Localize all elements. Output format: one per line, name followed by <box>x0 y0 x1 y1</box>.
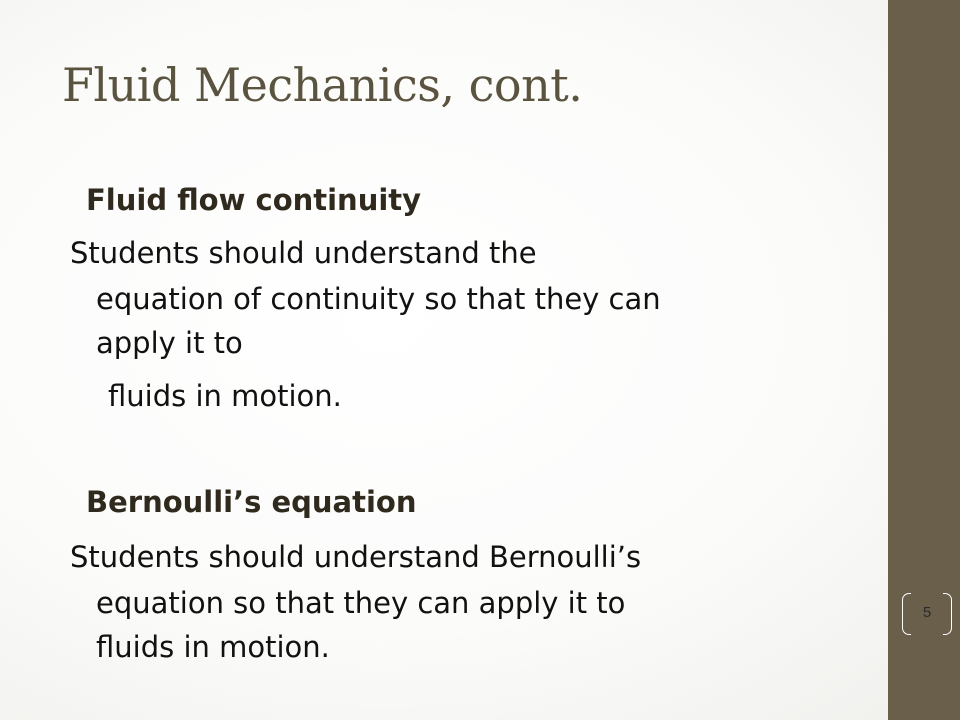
body-line: equation of continuity so that they can <box>96 282 661 316</box>
body-line: fluids in motion. <box>108 379 342 413</box>
page-number-badge <box>902 593 952 635</box>
body-line: Students should understand Bernoulli’s <box>70 540 642 574</box>
page-number: 5 <box>922 604 932 621</box>
section-heading-continuity: Fluid flow continuity <box>86 183 422 217</box>
section-heading-bernoulli: Bernoulli’s equation <box>86 485 417 519</box>
body-line: Students should understand the <box>70 236 537 270</box>
body-line: apply it to <box>96 326 243 360</box>
body-line: fluids in motion. <box>96 630 330 664</box>
slide-title: Fluid Mechanics, cont. <box>62 58 583 112</box>
body-line: equation so that they can apply it to <box>96 586 626 620</box>
